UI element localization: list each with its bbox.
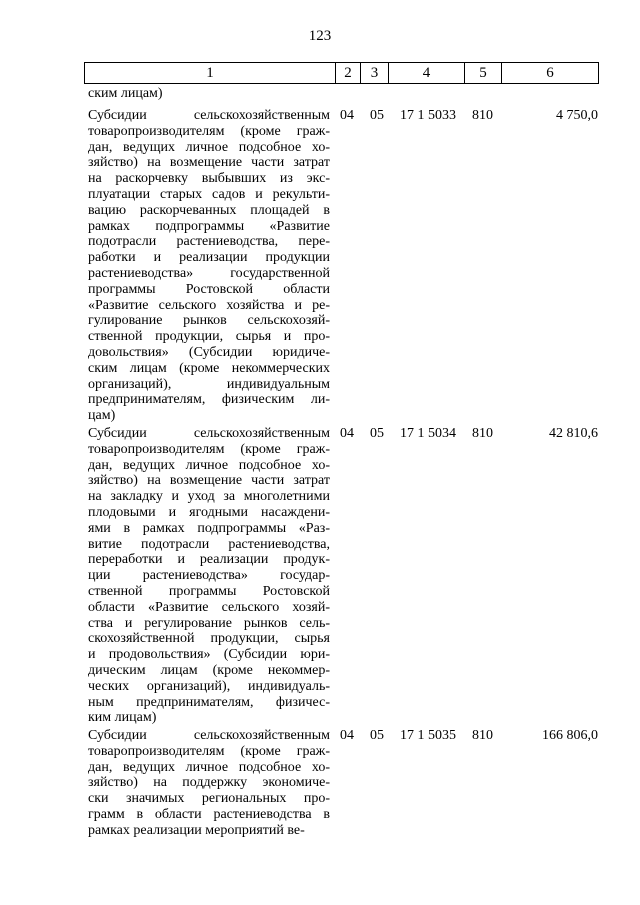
- description-line: ции растениеводства» государ-: [88, 568, 330, 584]
- description-line: цам): [88, 408, 116, 424]
- continuation-text: ским лицам): [88, 86, 163, 101]
- description-line: ски значимых региональных про-: [88, 791, 330, 807]
- cell-c6: 42 810,6: [549, 426, 598, 441]
- description-line: ственной продукции, сырья и про-: [88, 329, 330, 345]
- header-col-1: 1: [85, 63, 336, 84]
- description-line: дическим лицам (кроме некоммер-: [88, 662, 330, 678]
- description-line: на раскорчевку выбывших из экс-: [88, 171, 330, 187]
- description-line: организаций), индивидуальным: [88, 376, 330, 392]
- cell-c2: 04: [340, 108, 354, 123]
- description-line: плодовыми и ягодными насаждени-: [88, 504, 330, 520]
- row-description: [88, 728, 330, 839]
- cell-c2: 04: [340, 728, 354, 743]
- cell-c5: 810: [472, 108, 493, 123]
- cell-c4: 17 1 5035: [400, 728, 456, 743]
- description-line: гулирование рынков сельскохозяй-: [88, 313, 330, 329]
- cell-c4: 17 1 5033: [400, 108, 456, 123]
- description-line: товаропроизводителям (кроме граж-: [88, 441, 330, 457]
- description-line: витие подотрасли растениеводства,: [88, 536, 330, 552]
- description-line: дан, ведущих личное подсобное хо-: [88, 759, 330, 775]
- description-line: предпринимателям, физическим ли-: [88, 392, 330, 408]
- row-description: [88, 108, 330, 424]
- cell-c4: 17 1 5034: [400, 426, 456, 441]
- header-col-3: 3: [361, 63, 389, 84]
- description-line: на закладку и уход за многолетними: [88, 489, 330, 505]
- page-number: 123: [308, 28, 332, 44]
- description-line: ческих организаций), индивидуаль-: [88, 678, 330, 694]
- description-line: плуатации старых садов и рекульти-: [88, 186, 330, 202]
- header-col-6: 6: [502, 63, 599, 84]
- header-col-5: 5: [465, 63, 502, 84]
- description-line: скохозяйственной продукции, сырья: [88, 631, 330, 647]
- cell-c5: 810: [472, 728, 493, 743]
- description-line: ства и регулирование рынков сель-: [88, 615, 330, 631]
- description-line: программы Ростовской области: [88, 281, 330, 297]
- description-line: рамках реализации мероприятий ве-: [88, 822, 305, 838]
- description-line: ким лицам): [88, 710, 157, 726]
- description-line: рамках подпрограммы «Развитие: [88, 218, 330, 234]
- header-col-4: 4: [389, 63, 465, 84]
- description-line: работки и реализации продукции: [88, 250, 330, 266]
- description-line: Субсидии сельскохозяйственным: [88, 108, 330, 123]
- description-line: зяйство) на возмещение части затрат: [88, 473, 330, 489]
- description-line: товаропроизводителям (кроме граж-: [88, 123, 330, 139]
- table-header: [84, 62, 599, 84]
- description-line: ственной программы Ростовской: [88, 583, 330, 599]
- description-line: области «Развитие сельского хозяй-: [88, 599, 330, 615]
- description-line: Субсидии сельскохозяйственным: [88, 426, 330, 441]
- description-line: грамм в области растениеводства в: [88, 806, 330, 822]
- description-line: дан, ведущих личное подсобное хо-: [88, 139, 330, 155]
- description-line: дан, ведущих личное подсобное хо-: [88, 457, 330, 473]
- description-line: «Развитие сельского хозяйства и ре-: [88, 297, 330, 313]
- cell-c3: 05: [370, 108, 384, 123]
- header-col-2: 2: [336, 63, 361, 84]
- description-line: ным предпринимателям, физичес-: [88, 694, 330, 710]
- description-line: довольствия» (Субсидии юридиче-: [88, 344, 330, 360]
- description-line: растениеводства» государственной: [88, 265, 330, 281]
- description-line: зяйство) на возмещение части затрат: [88, 155, 330, 171]
- cell-c3: 05: [370, 728, 384, 743]
- cell-c6: 4 750,0: [556, 108, 598, 123]
- description-line: и продовольствия» (Субсидии юри-: [88, 647, 330, 663]
- description-line: вацию раскорчеванных площадей в: [88, 202, 330, 218]
- description-line: Субсидии сельскохозяйственным: [88, 728, 330, 743]
- cell-c5: 810: [472, 426, 493, 441]
- description-line: ями в рамках подпрограммы «Раз-: [88, 520, 330, 536]
- description-line: ским лицам (кроме некоммерческих: [88, 360, 330, 376]
- cell-c3: 05: [370, 426, 384, 441]
- cell-c6: 166 806,0: [542, 728, 598, 743]
- description-line: зяйство) на поддержку экономиче-: [88, 775, 330, 791]
- cell-c2: 04: [340, 426, 354, 441]
- description-line: переработки и реализации продук-: [88, 552, 330, 568]
- description-line: товаропроизводителям (кроме граж-: [88, 743, 330, 759]
- row-description: [88, 426, 330, 726]
- description-line: подотрасли растениеводства, пере-: [88, 234, 330, 250]
